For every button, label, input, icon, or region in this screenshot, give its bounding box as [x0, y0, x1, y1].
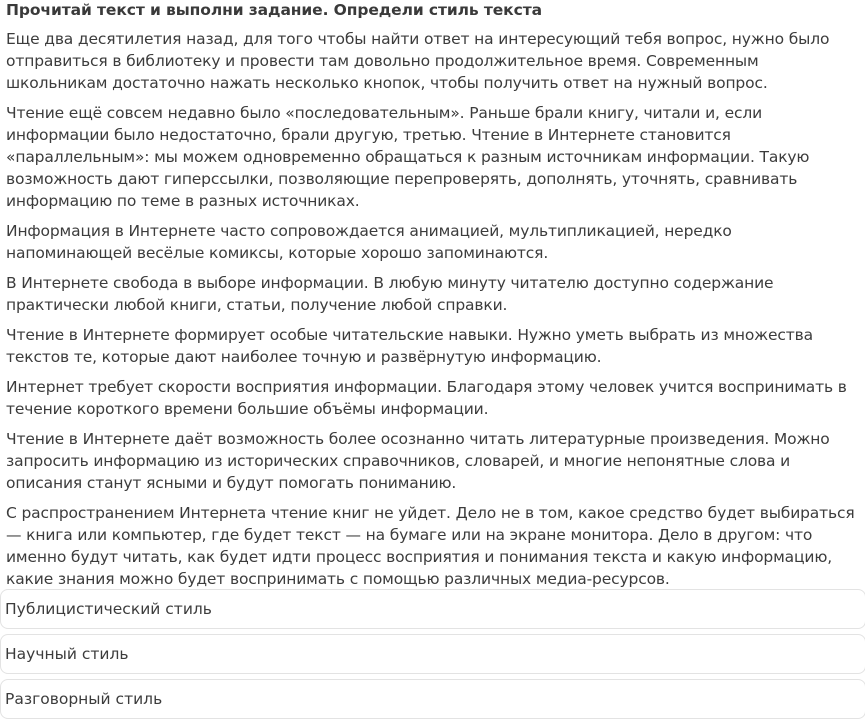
text-paragraph: Интернет требует скорости восприятия информации. Благодаря этому человек учится воспринимать в течение короткого времени большие объёмы информации. [6, 378, 847, 418]
text-paragraph: В Интернете свобода в выборе информации. В любую минуту читателю доступно содержание практически любой книги, статьи, получение любой справки. [6, 274, 774, 314]
text-paragraph: Еще два десятилетия назад, для того чтобы найти ответ на интересующий тебя вопрос, нужно было отправиться в библиотеку и провести там довольно продолжительное время. Современным школьникам достаточно нажать несколько кнопок, чтобы получить ответ на нужный вопрос. [6, 30, 830, 92]
text-paragraph: Чтение в Интернете формирует особые читательские навыки. Нужно уметь выбрать из множества текстов те, которые дают наиболее точную и развёрнутую информацию. [6, 326, 813, 366]
task-title: Прочитай текст и выполни задание. Определи стиль текста [6, 1, 542, 19]
task-content [6, 0, 858, 590]
text-paragraph: Информация в Интернете часто сопровождается анимацией, мультипликацией, нередко напоминающей весёлые комиксы, которые хорошо запоминаются. [6, 222, 732, 262]
text-paragraph: Чтение в Интернете даёт возможность более осознанно читать литературные произведения. Можно запросить информацию из исторических справочников, словарей, и многие непонятные слова и описания станут ясными и будут помогать пониманию. [6, 430, 830, 492]
answer-option-scientific[interactable]: Научный стиль [0, 634, 865, 674]
answer-option-publicistic[interactable]: Публицистический стиль [0, 589, 865, 629]
answer-option-colloquial[interactable]: Разговорный стиль [0, 679, 865, 719]
text-paragraph: Чтение ещё совсем недавно было «последовательным». Раньше брали книгу, читали и, если информации было недостаточно, брали другую, третью. Чтение в Интернете становится «параллельным»: мы можем одновременно обращаться к разным источникам информации. Такую возможность дают гиперссылки, позволяющие перепроверять, дополнять, уточнять, сравнивать информацию по теме в разных источниках. [6, 104, 810, 210]
answer-options [0, 589, 865, 724]
text-paragraph: С распространением Интернета чтение книг не уйдет. Дело не в том, какое средство будет выбираться — книга или компьютер, где будет текст — на бумаге или на экране монитора. Дело в другом: что именно будут читать, как будет идти процесс восприятия и понимания текста и какую информацию, какие знания можно будет воспринимать с помощью различных медиа-ресурсов. [6, 504, 855, 588]
